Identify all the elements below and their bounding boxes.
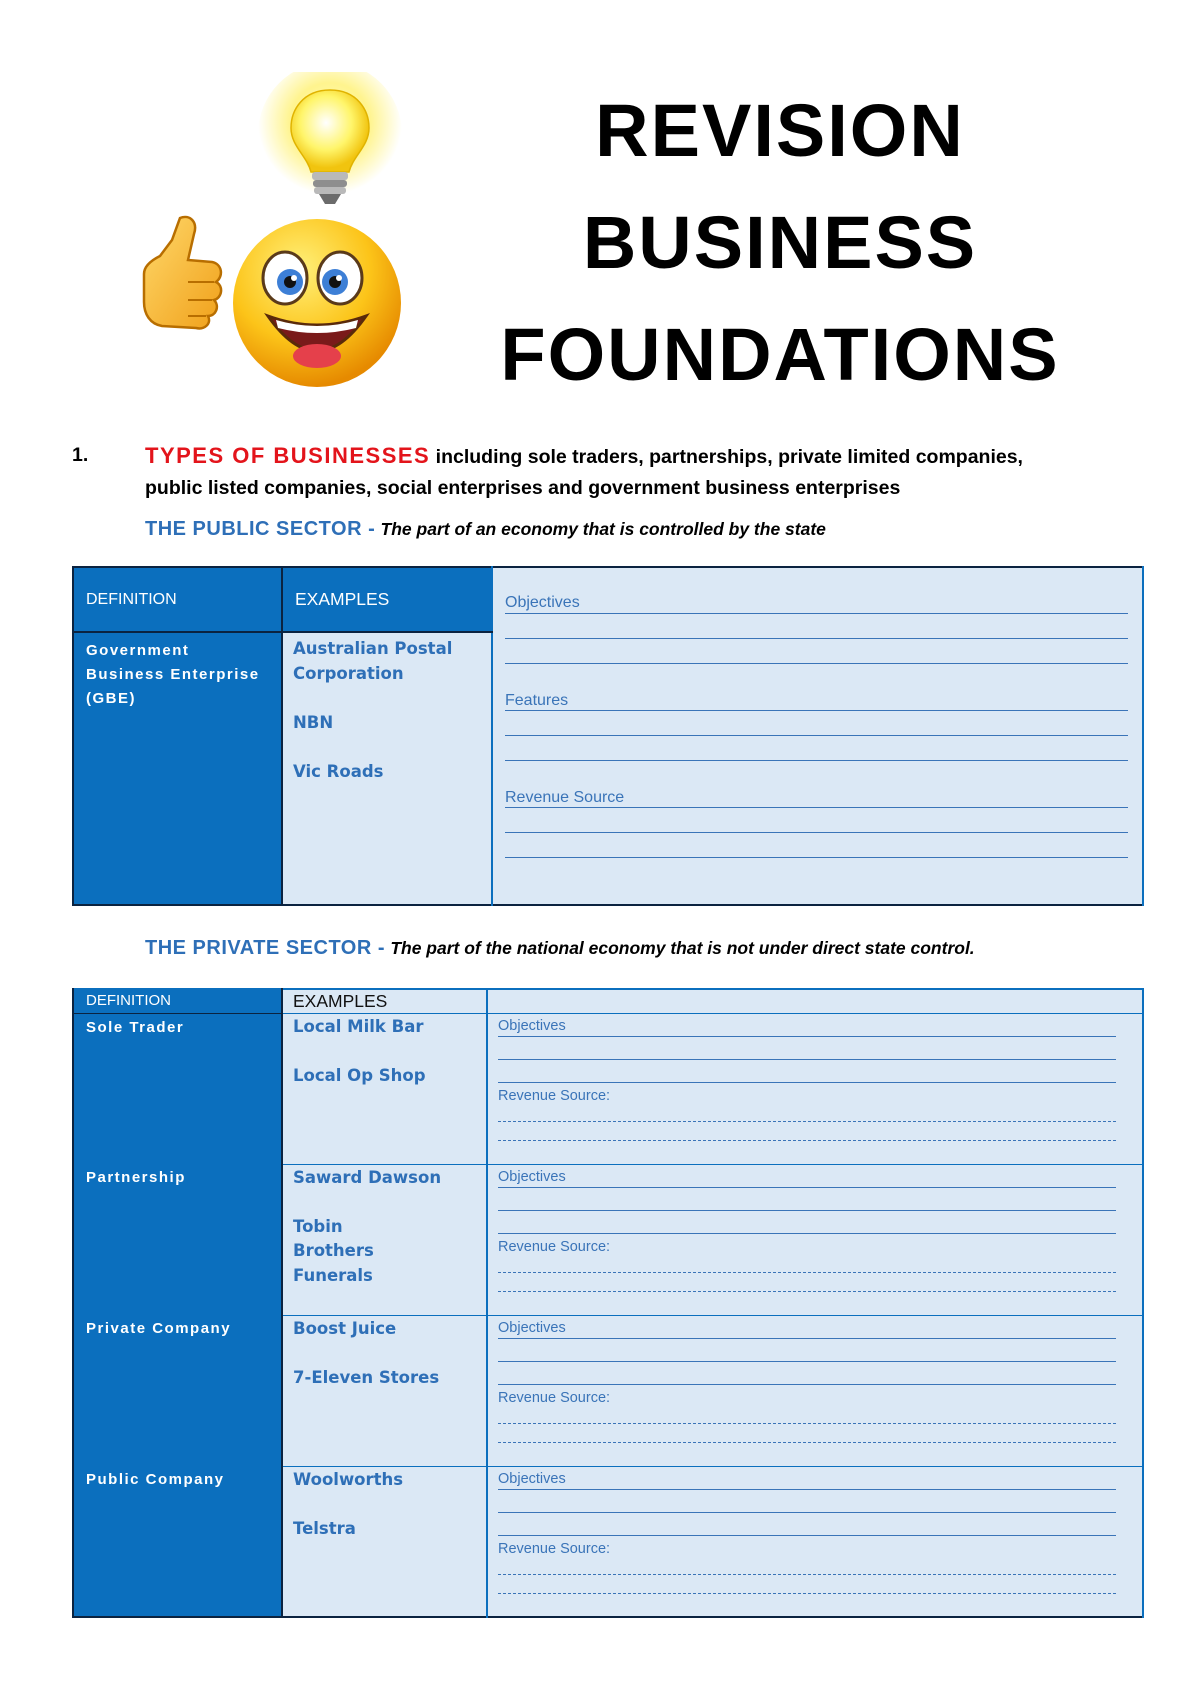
answer-line[interactable] [498,1339,1116,1362]
gbe-definition: Government Business Enterprise (GBE) [86,642,260,707]
gbe-answer-cell [492,567,1143,905]
public-company-definition: Public Company [86,1471,225,1488]
public-sector-table [72,566,1144,906]
public-company-answer-cell [487,1466,1143,1617]
answer-line[interactable] [505,808,1128,833]
definition-header-cell [73,989,282,1013]
private-company-definition: Private Company [86,1320,232,1337]
public-sector-heading [145,518,826,541]
objectives-field[interactable] [498,1169,1116,1188]
answer-line[interactable] [498,1188,1116,1211]
blank-header-cell [487,989,1143,1013]
lightbulb-icon [255,72,405,222]
answer-line[interactable] [498,1558,1116,1575]
revenue-source-label: Revenue Source: [498,1238,611,1255]
answer-line[interactable] [498,1273,1116,1292]
features-label: Features [505,692,569,709]
partnership-definition: Partnership [86,1169,186,1186]
objectives-label: Objectives [505,594,580,611]
answer-line[interactable] [498,1407,1116,1424]
answer-line[interactable] [498,1105,1116,1122]
revenue-source-field[interactable] [505,761,1128,808]
title-line-2: BUSINESS [582,201,978,284]
example-item: Local Op Shop [293,1065,426,1085]
revenue-source-label: Revenue Source: [498,1540,611,1557]
objectives-label: Objectives [498,1319,566,1336]
revenue-source-field[interactable] [498,1083,1116,1105]
partnership-definition-cell [73,1164,282,1315]
private-sector-title: THE PRIVATE SECTOR - [145,937,386,959]
objectives-label: Objectives [498,1017,566,1034]
private-sector-table [72,988,1144,1618]
answer-line[interactable] [498,1362,1116,1385]
definition-header: DEFINITION [86,992,171,1010]
public-company-examples-cell [282,1466,487,1617]
objectives-label: Objectives [498,1168,566,1185]
sole-trader-examples-cell [282,1013,487,1164]
objectives-label: Objectives [498,1470,566,1487]
private-company-examples-cell [282,1315,487,1466]
examples-header: EXAMPLES [295,589,390,609]
examples-header-cell [282,989,487,1013]
answer-line[interactable] [505,736,1128,761]
partnership-examples-cell [282,1164,487,1315]
gbe-examples-cell [282,632,492,905]
answer-line[interactable] [498,1575,1116,1594]
answer-line[interactable] [505,614,1128,639]
section-description-2: public listed companies, social enterprises and government business enterprises [145,477,901,499]
answer-line[interactable] [505,711,1128,736]
revenue-source-label: Revenue Source [505,789,625,806]
private-sector-description: The part of the national economy that is not under direct state control. [390,938,975,958]
example-item: Tobin Brothers Funerals [293,1216,374,1285]
partnership-answer-cell [487,1164,1143,1315]
answer-line[interactable] [498,1060,1116,1083]
example-item: NBN [293,712,334,732]
answer-line[interactable] [498,1513,1116,1536]
section-description-1: including sole traders, partnerships, private limited companies, [435,446,1023,468]
smiley-face-icon [230,216,405,391]
title-line-3: FOUNDATIONS [500,313,1060,396]
example-item: Telstra [293,1518,356,1538]
answer-line[interactable] [505,639,1128,664]
revenue-source-field[interactable] [498,1385,1116,1407]
sole-trader-answer-cell [487,1013,1143,1164]
objectives-field[interactable] [505,594,1128,614]
sole-trader-definition: Sole Trader [86,1018,185,1036]
example-item: Woolworths [293,1469,404,1489]
private-company-definition-cell [73,1315,282,1466]
private-company-answer-cell [487,1315,1143,1466]
public-sector-title: THE PUBLIC SECTOR - [145,518,376,540]
revenue-source-field[interactable] [498,1536,1116,1558]
objectives-field[interactable] [498,1471,1116,1490]
example-item: Local Milk Bar [293,1016,424,1036]
answer-line[interactable] [498,1211,1116,1234]
section-title: TYPES OF BUSINESSES [145,443,431,468]
section-number: 1. [72,444,89,466]
revenue-source-field[interactable] [498,1234,1116,1256]
thumbs-up-icon [132,210,227,335]
revenue-source-label: Revenue Source: [498,1389,611,1406]
example-item: Australian Postal Corporation [293,639,453,683]
examples-header-cell [282,567,492,632]
sole-trader-definition-cell [73,1013,282,1164]
answer-line[interactable] [505,833,1128,858]
gbe-definition-cell [73,632,282,905]
answer-line[interactable] [498,1490,1116,1513]
example-item: 7-Eleven Stores [293,1367,440,1387]
revenue-source-label: Revenue Source: [498,1087,611,1104]
public-company-definition-cell [73,1466,282,1617]
private-sector-heading [145,937,975,960]
definition-header-cell [73,567,282,632]
public-sector-description: The part of an economy that is controlled by the state [380,519,826,539]
objectives-field[interactable] [498,1320,1116,1339]
answer-line[interactable] [498,1424,1116,1443]
features-field[interactable] [505,664,1128,711]
example-item: Vic Roads [293,761,384,781]
answer-line[interactable] [498,1256,1116,1273]
title-line-1: REVISION [595,89,965,172]
example-item: Saward Dawson [293,1167,442,1187]
objectives-field[interactable] [498,1018,1116,1037]
answer-line[interactable] [498,1122,1116,1141]
definition-header: DEFINITION [86,590,177,608]
example-item: Boost Juice [293,1318,397,1338]
answer-line[interactable] [498,1037,1116,1060]
examples-header: EXAMPLES [293,990,388,1011]
